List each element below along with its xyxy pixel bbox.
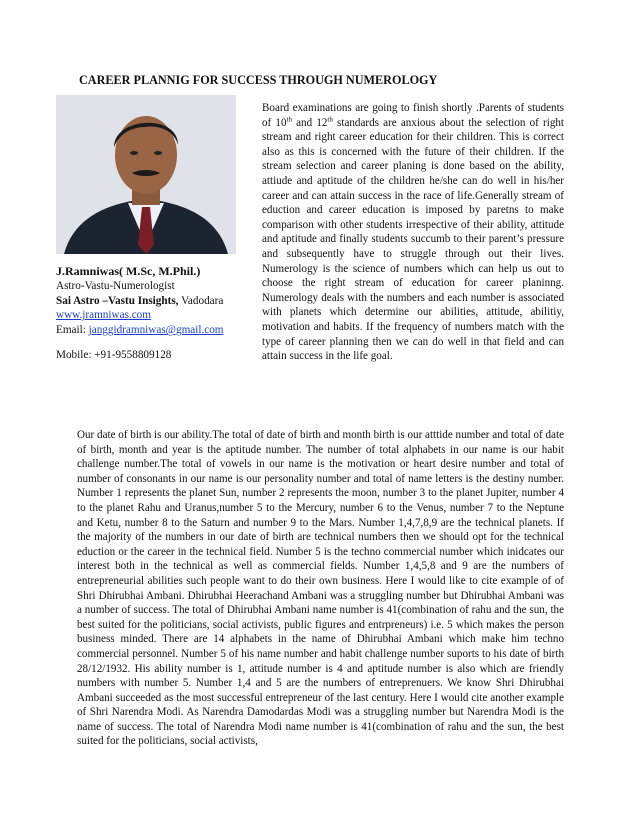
intro-sup-1: th bbox=[286, 114, 292, 123]
body-paragraph: Our date of birth is our ability.The total of date of birth and month birth is our atttide number and total of date of birth, month and year is the aptitude number. The number of total alphabets in our name is our habit challenge number.The total of vowels in our name is the motivation or heart desire number and total of number of consonants in our name is our personality number and total of name letters is the destiny number. Number 1 represents the planet Sun, number 2 represents the moon, number 3 to the planet Jupiter, number 4 to the planet Rahu and Uranus,number 5 to the Mercury, number 6 to the Venus, number 7 to the Neptune and Ketu, number 8 to the Saturn and number 9 to the Mars. Number 1,4,7,8,9 are the technical planets. If the majority of the numbers in our date of birth are technical numbers then we should opt for the technical eduction or the career in the technical field. Number 5 is the techno commercial number which inidcates our interest both in the technical as well as commercial fields. Number 1,4,5,8 and 9 are the numbers of entrepreneurial abilities such people want to do their own business. Here I would like to cite example of of Shri Dhirubhai Ambani. Dhirubhai Heerachand Ambani was a struggling number but Dhirubhai Ambani was a number of success. The total of Dhirubhai Ambani name number is 41(combination of rahu and the sun, the best suited for the politicians, social activists, public figures and entrpreneurs) i.e. 5 which makes the person business minded. There are 14 alphabets in the name of Dhirubhai Ambani which make him techno commercial personnel. Number 5 of his name number and habit challenge number suports to his date of birth 28/12/1932. His ability number is 1, attitude number is 4 and aptitude number is also which are friendly numbers with number 5. Number 1,4 and 5 are the numbers of entreprenuers. We know Shri Dhirubhai Ambani succeeded as the most successful entrepreneur of the last century. Here I would cite another example of Shri Narendra Modi. As Narendra Damodardas Modi was a struggling number but Narendra Modi is the name of success. The total of Narendra Modi name number is 41(combination of rahu and the sun, the best suited for the politicians, social activists, bbox=[77, 429, 564, 748]
intro-sup-2: th bbox=[327, 114, 333, 123]
author-company-line bbox=[56, 294, 246, 309]
author-photo bbox=[56, 95, 236, 254]
author-email-line bbox=[56, 323, 246, 338]
author-mobile: Mobile: +91-9558809128 bbox=[56, 348, 172, 361]
author-company: Sai Astro –Vastu Insights, bbox=[56, 294, 179, 307]
author-name: J.Ramniwas( M.Sc, M.Phil.) bbox=[56, 264, 201, 278]
author-info bbox=[56, 264, 246, 363]
author-portrait-icon bbox=[56, 95, 236, 254]
author-email-link[interactable]: janggidramniwas@gmail.com bbox=[88, 324, 224, 337]
intro-text-1: Board examinations are going to finish shortly .Parents of students of 10 bbox=[262, 102, 564, 129]
author-role: Astro-Vastu-Numerologist bbox=[56, 279, 175, 292]
author-city: Vadodara bbox=[178, 294, 224, 307]
author-website[interactable]: www.jramniwas.com bbox=[56, 309, 151, 322]
author-email-label: Email: bbox=[56, 324, 89, 337]
intro-text-3: standards are anxious about the selection of right stream and right career education for their children. This is correct also as this is concerned with the future of their children. If the stream selection and career planing is done based on the ability, attiude and aptitude of the children he/she can do well in his/her career and can attain success in the race of life.Generally stream of eduction and career education is imposed by paretns to make comparison with other students irrespective of their ability, attitude and aptitude and finally students succumb to their parent’s pressure and subsequently have to struggle through out their lives. Numerology is the science of numbers which can help us out to choose the right stream of education for career planinng. Numerology deals with the numbers and each number is associated with planets which determine our abilities, attitude, abilitiy, motivation and habits. If the frequency of numbers match with the type of career planning then we can do well in that field and can attain success in the life goal. bbox=[262, 116, 564, 363]
article-title: CAREER PLANNIG FOR SUCCESS THROUGH NUMEROLOGY bbox=[79, 73, 438, 87]
intro-text-2: and 12 bbox=[291, 116, 328, 129]
intro-paragraph bbox=[262, 101, 564, 364]
